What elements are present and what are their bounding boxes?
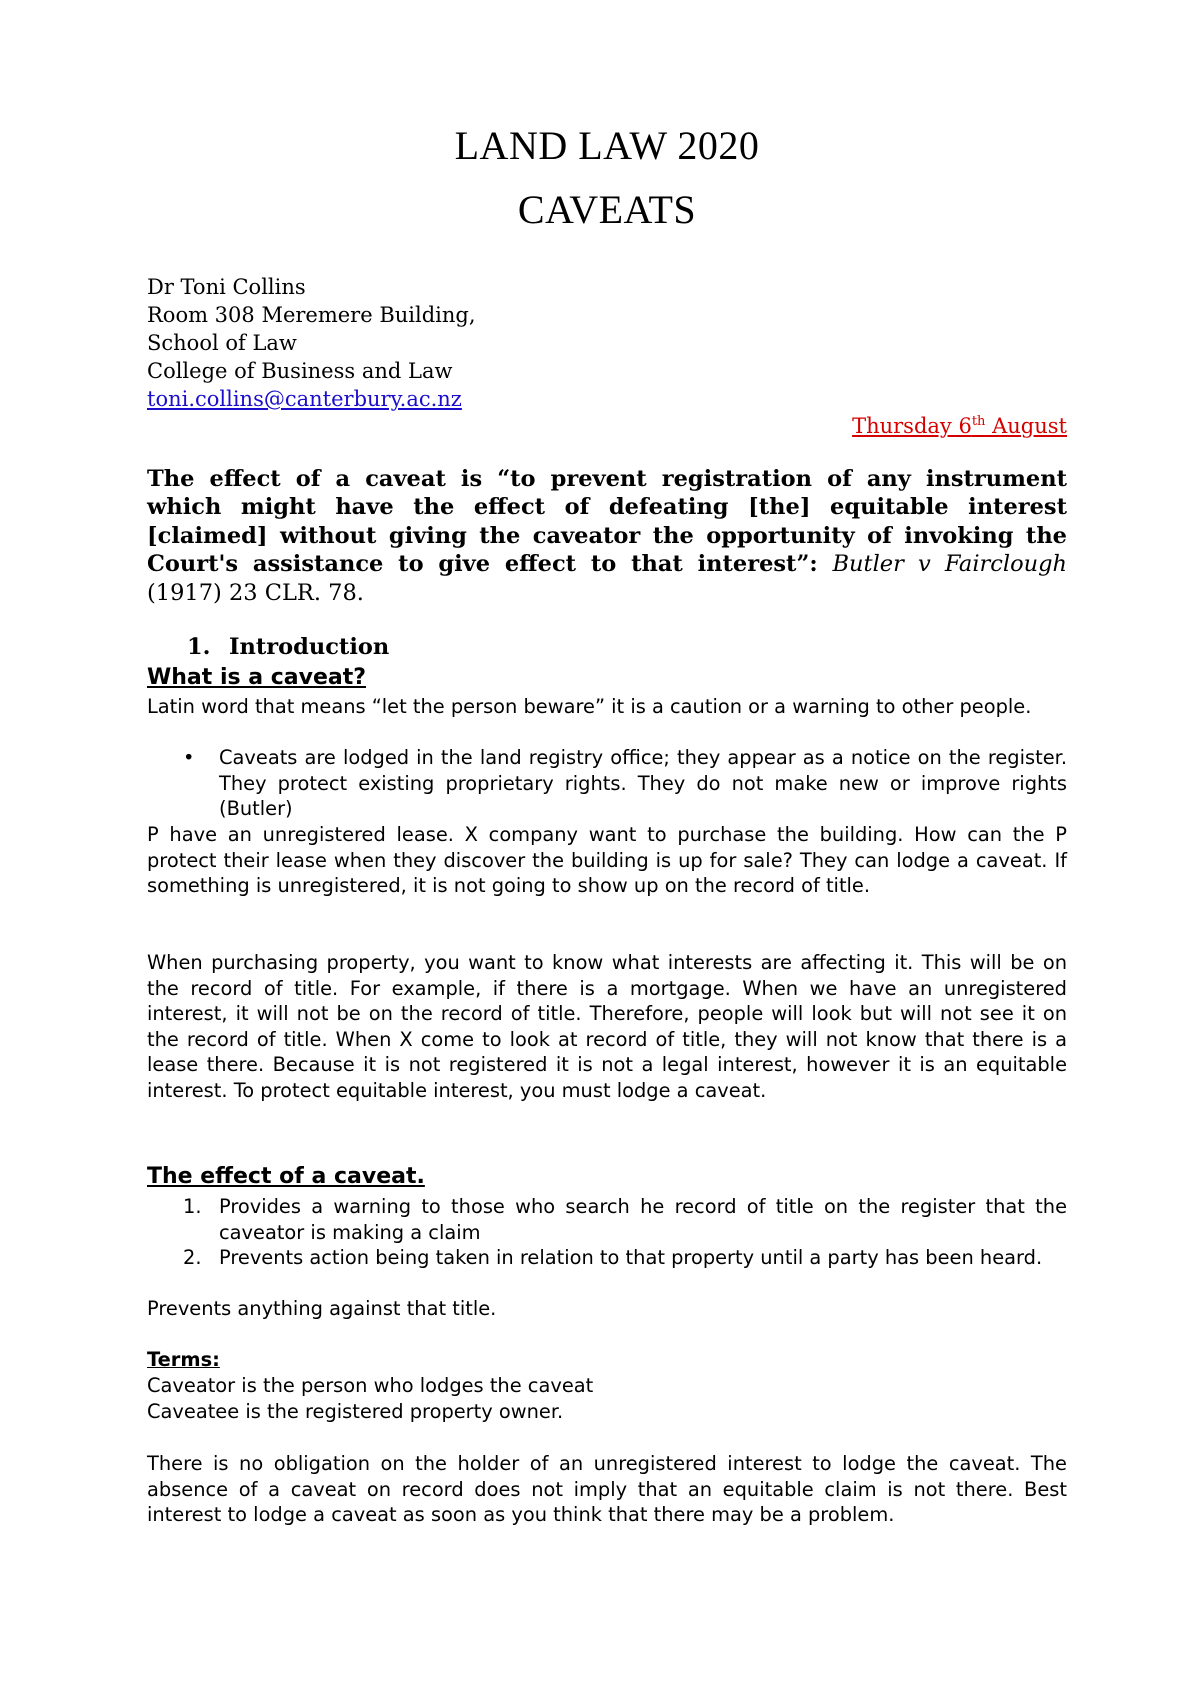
list-item-text: Prevents action being taken in relation to that property until a party has been heard. bbox=[219, 1246, 1043, 1270]
document-subtitle: CAVEATS bbox=[517, 187, 697, 232]
purchasing-paragraph: When purchasing property, you want to know what interests are affecting it. This will be on the record of title. For example, if there is a mortgage. When we have an unregistered interest, it will not be on the record of title. Therefore, people will look but will not see it on the record of title. When X come to look at record of title, they will not know that there is a lease there. Because it is not registered it is not a legal interest, however it is an equitable interest. To protect equitable interest, you must lodge a caveat. bbox=[147, 951, 1067, 1102]
list-item bbox=[147, 1245, 1067, 1271]
author-name: Dr Toni Collins bbox=[147, 275, 306, 299]
intro-bullet-list bbox=[147, 745, 1067, 822]
subheading-effect-of-caveat: The effect of a caveat. bbox=[147, 1164, 425, 1189]
list-number: 2. bbox=[183, 1246, 202, 1270]
date-day: Thursday 6 bbox=[852, 414, 972, 438]
term-caveatee: Caveatee is the registered property owner. bbox=[147, 1400, 564, 1423]
lease-paragraph: P have an unregistered lease. X company want to purchase the building. How can the P protect their lease when they discover the building is up for sale? They can lodge a caveat. If something is unregistered, it is not going to show up on the record of title. bbox=[147, 823, 1067, 898]
list-number: 1. bbox=[183, 1195, 202, 1218]
date-suffix: th bbox=[971, 414, 986, 429]
author-school: School of Law bbox=[147, 331, 297, 355]
subheading-what-is-caveat: What is a caveat? bbox=[147, 665, 367, 690]
terms-heading: Terms: bbox=[147, 1348, 220, 1371]
author-college: College of Business and Law bbox=[147, 359, 453, 383]
author-room: Room 308 Meremere Building, bbox=[147, 303, 476, 327]
obligation-paragraph: There is no obligation on the holder of an unregistered interest to lodge the caveat. The absence of a caveat on record does not imply that an equitable claim is not there. Best interest to lodge a caveat as soon as you think that there may be a problem. bbox=[147, 1452, 1067, 1527]
quote-text: The effect of a caveat is “to prevent registration of any instrument which might have the effect of defeating [the] equitable interest [claimed] without giving the caveator the opportunity of invoking the Court's assistance to give effect to that interest”: bbox=[147, 466, 1067, 578]
section-heading-introduction bbox=[187, 634, 389, 660]
list-item bbox=[147, 745, 1067, 822]
date-month: August bbox=[985, 414, 1067, 438]
effect-summary: Prevents anything against that title. bbox=[147, 1297, 497, 1320]
list-item bbox=[147, 1194, 1067, 1245]
list-item-text: Provides a warning to those who search he record of title on the register that the caveator is making a claim bbox=[219, 1195, 1067, 1244]
author-block bbox=[147, 273, 476, 413]
section-number: 1. bbox=[187, 634, 211, 660]
caveat-quote bbox=[147, 465, 1067, 607]
intro-paragraph: Latin word that means “let the person beware” it is a caution or a warning to other people. bbox=[147, 695, 1032, 718]
lecture-date bbox=[852, 414, 1067, 438]
section-heading-text: Introduction bbox=[229, 634, 390, 660]
author-email-link[interactable]: toni.collins@canterbury.ac.nz bbox=[147, 387, 462, 411]
document-title: LAND LAW 2020 bbox=[454, 123, 760, 168]
quote-citation: (1917) 23 CLR. 78. bbox=[147, 579, 364, 606]
bullet-text: Caveats are lodged in the land registry office; they appear as a notice on the register. They protect existing proprietary rights. They do not make new or improve rights (Butler) bbox=[219, 746, 1067, 821]
bullet-marker: • bbox=[183, 746, 195, 769]
effect-numbered-list bbox=[147, 1194, 1067, 1271]
term-caveator: Caveator is the person who lodges the caveat bbox=[147, 1374, 594, 1397]
quote-case-name: Butler v Fairclough bbox=[832, 551, 1067, 578]
